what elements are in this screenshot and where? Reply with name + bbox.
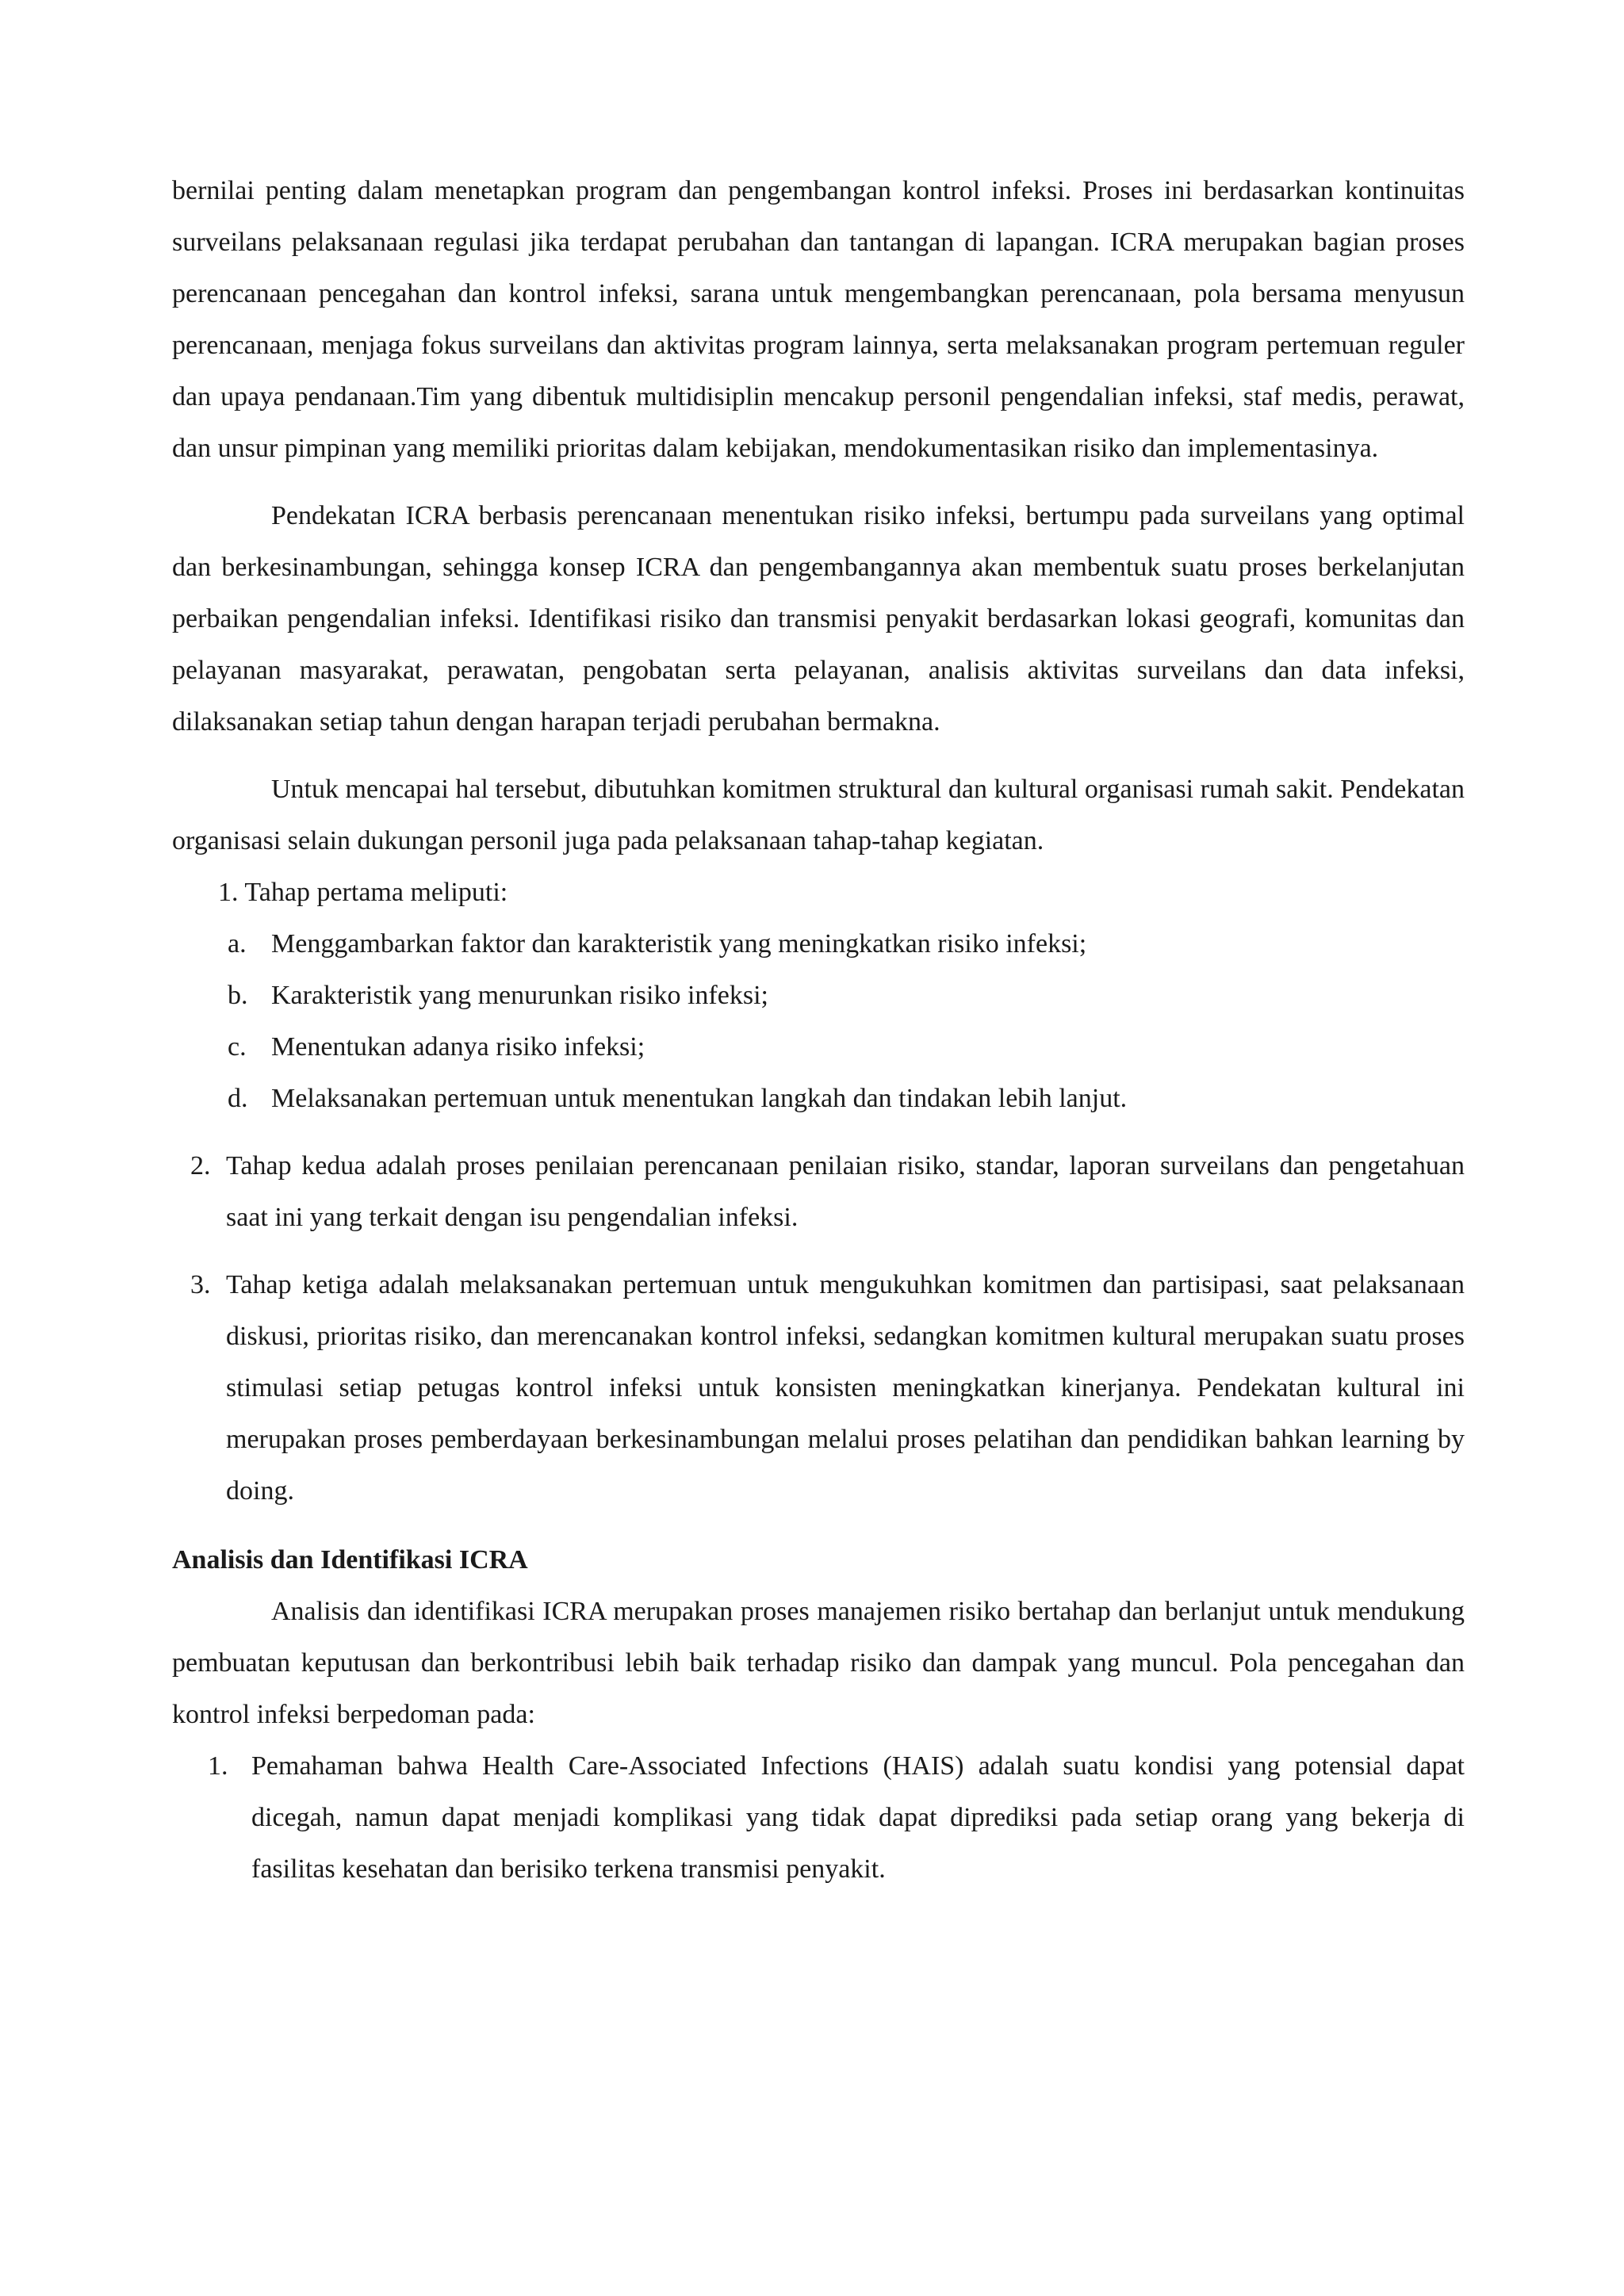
section-heading: Analisis dan Identifikasi ICRA [172,1545,528,1575]
tahap-1-sublist [228,918,1465,1124]
sub-marker: c. [228,1032,247,1062]
sub-item-c [228,1021,1465,1073]
page-content [172,165,1465,1895]
paragraph-analisis: Analisis dan identifikasi ICRA merupakan proses manajemen risiko bertahap dan berlanjut untuk mendukung pembuatan keputusan dan berkontribusi lebih baik terhadap risiko dan dampak yang muncul. Pola pencegahan dan kontrol infeksi berpedoman pada: [172,1597,1465,1729]
sub-text: Melaksanakan pertemuan untuk menentukan langkah dan tindakan lebih lanjut. [271,1084,1128,1113]
tahap-3-marker: 3. [190,1270,211,1299]
sub-text: Karakteristik yang menurunkan risiko infeksi; [271,981,768,1010]
tahap-2 [190,1140,1465,1243]
paragraph-pendekatan: Pendekatan ICRA berbasis perencanaan menentukan risiko infeksi, bertumpu pada surveilans yang optimal dan berkesinambungan, sehingga konsep ICRA dan pengembangannya akan membentuk suatu proses berkelanjutan perbaikan pengendalian infeksi. Identifikasi risiko dan transmisi penyakit berdasarkan lokasi geografi, komunitas dan pelayanan masyarakat, perawatan, pengobatan serta pelayanan, analisis aktivitas surveilans dan data infeksi, dilaksanakan setiap tahun dengan harapan terjadi perubahan bermakna. [172,501,1465,737]
sub-item-a [228,918,1465,970]
tahap-3 [190,1259,1465,1517]
paragraph-untuk-mencapai: Untuk mencapai hal tersebut, dibutuhkan komitmen struktural dan kultural organisasi rumah sakit. Pendekatan organisasi selain dukungan personil juga pada pelaksanaan tahap-tahap kegiatan. [172,775,1465,855]
sub-marker: b. [228,981,248,1010]
pedoman-item-1 [208,1740,1465,1895]
sub-item-d [228,1073,1465,1124]
tahap-2-text: Tahap kedua adalah proses penilaian perencanaan penilaian risiko, standar, laporan surveilans dan pengetahuan saat ini yang terkait dengan isu pengendalian infeksi. [226,1151,1465,1232]
sub-marker: d. [228,1084,248,1113]
tahap-1-label: 1. Tahap pertama meliputi: [218,878,508,907]
pedoman-item-1-text: Pemahaman bahwa Health Care-Associated Infections (HAIS) adalah suatu kondisi yang potensial dapat dicegah, namun dapat menjadi komplikasi yang tidak dapat diprediksi pada setiap orang yang bekerja di fasilitas kesehatan dan berisiko terkena transmisi penyakit. [251,1751,1465,1884]
sub-marker: a. [228,929,247,959]
paragraph-intro: bernilai penting dalam menetapkan program dan pengembangan kontrol infeksi. Proses ini berdasarkan kontinuitas surveilans pelaksanaan regulasi jika terdapat perubahan dan tantangan di lapangan. ICRA merupakan bagian proses perencanaan pencegahan dan kontrol infeksi, sarana untuk mengembangkan perencanaan, pola bersama menyusun perencanaan, menjaga fokus surveilans dan aktivitas program lainnya, serta melaksanakan program pertemuan reguler dan upaya pendanaan.Tim yang dibentuk multidisiplin mencakup personil pengendalian infeksi, staf medis, perawat, dan unsur pimpinan yang memiliki prioritas dalam kebijakan, mendokumentasikan risiko dan implementasinya. [172,176,1465,463]
pedoman-item-1-marker: 1. [208,1751,228,1781]
sub-text: Menggambarkan faktor dan karakteristik yang meningkatkan risiko infeksi; [271,929,1087,959]
sub-text: Menentukan adanya risiko infeksi; [271,1032,645,1062]
tahap-2-marker: 2. [190,1151,211,1181]
tahap-3-text: Tahap ketiga adalah melaksanakan pertemuan untuk mengukuhkan komitmen dan partisipasi, saat pelaksanaan diskusi, prioritas risiko, dan merencanakan kontrol infeksi, sedangkan komitmen kultural merupakan suatu proses stimulasi setiap petugas kontrol infeksi untuk konsisten meningkatkan kinerjanya. Pendekatan kultural ini merupakan proses pemberdayaan berkesinambungan melalui proses pelatihan dan pendidikan bahkan learning by doing. [226,1270,1465,1506]
sub-item-b [228,970,1465,1021]
